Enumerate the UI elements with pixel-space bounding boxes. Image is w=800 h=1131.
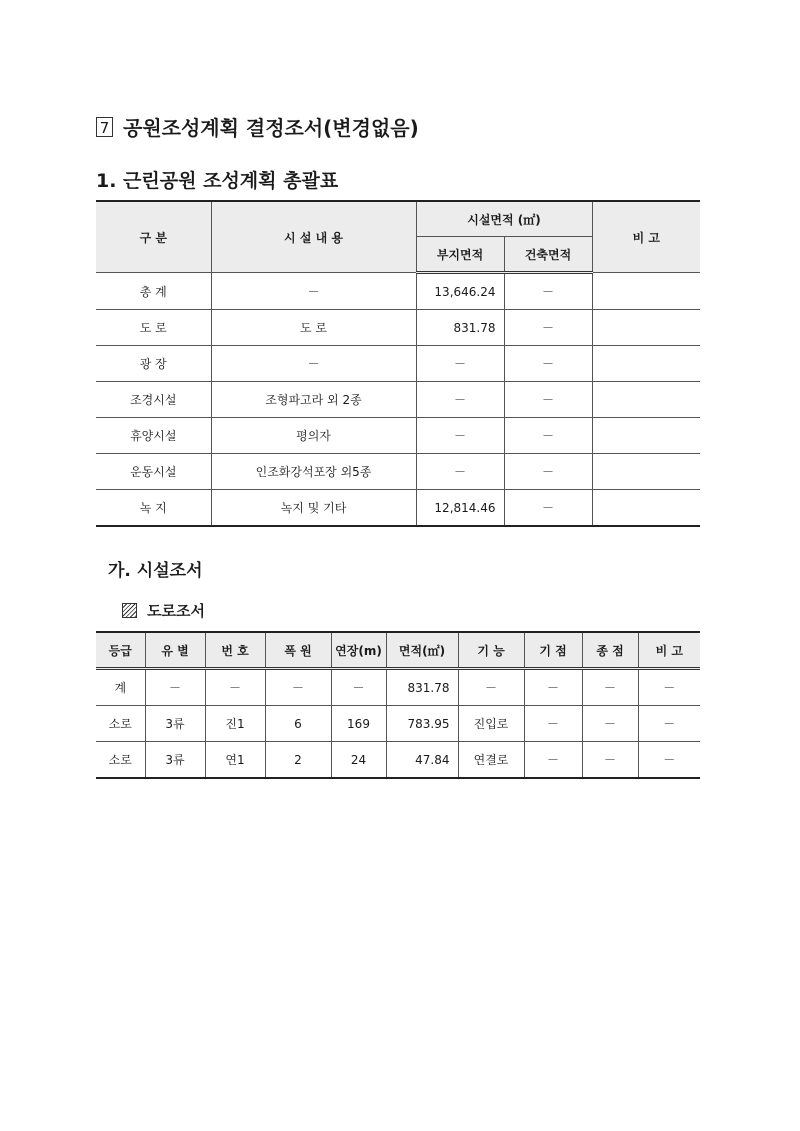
category-cell: 조경시설 (96, 382, 211, 418)
road-cell: － (145, 669, 205, 706)
site-area-cell: － (416, 418, 504, 454)
building-area-cell: － (504, 454, 592, 490)
road-cell: 2 (265, 742, 331, 779)
road-header-cell: 등급 (96, 632, 145, 669)
table-row (96, 669, 700, 706)
remarks-cell (592, 273, 700, 310)
site-area-cell: 831.78 (416, 310, 504, 346)
road-header-cell: 면적(㎡) (386, 632, 458, 669)
table-row (96, 418, 700, 454)
site-area-cell: 12,814.46 (416, 490, 504, 527)
content-cell: 도 로 (211, 310, 416, 346)
road-header-cell: 번 호 (205, 632, 265, 669)
header-content: 시 설 내 용 (211, 201, 416, 273)
road-cell: 783.95 (386, 706, 458, 742)
building-area-cell: － (504, 382, 592, 418)
main-title-text: 공원조성계획 결정조서(변경없음) (123, 116, 419, 140)
building-area-cell: － (504, 490, 592, 527)
summary-table (96, 200, 700, 527)
road-cell: 831.78 (386, 669, 458, 706)
road-cell: 169 (331, 706, 386, 742)
content-cell: 평의자 (211, 418, 416, 454)
road-cell: 진1 (205, 706, 265, 742)
road-cell: 연결로 (458, 742, 524, 779)
road-cell: 6 (265, 706, 331, 742)
road-header-cell: 연장(m) (331, 632, 386, 669)
table-row (96, 454, 700, 490)
header-site-area: 부지면적 (416, 237, 504, 273)
header-building-area: 건축면적 (504, 237, 592, 273)
road-cell: 24 (331, 742, 386, 779)
building-area-cell: － (504, 418, 592, 454)
road-cell: － (265, 669, 331, 706)
remarks-cell (592, 490, 700, 527)
main-title (96, 112, 419, 141)
building-area-cell: － (504, 346, 592, 382)
section1-title: 1. 근린공원 조성계획 총괄표 (96, 170, 339, 192)
road-cell: 47.84 (386, 742, 458, 779)
table-row (96, 382, 700, 418)
table-row (96, 346, 700, 382)
road-cell: － (524, 742, 582, 779)
road-cell: － (582, 706, 638, 742)
road-table (96, 631, 700, 779)
title-number-box: 7 (96, 117, 113, 137)
site-area-cell: 13,646.24 (416, 273, 504, 310)
road-cell: － (524, 706, 582, 742)
table-row (96, 310, 700, 346)
road-cell: － (205, 669, 265, 706)
road-cell: 소로 (96, 742, 145, 779)
content-cell: 인조화강석포장 외5종 (211, 454, 416, 490)
table-row (96, 706, 700, 742)
header-category: 구 분 (96, 201, 211, 273)
site-area-cell: － (416, 454, 504, 490)
site-area-cell: － (416, 346, 504, 382)
remarks-cell (592, 418, 700, 454)
road-header-cell: 유 별 (145, 632, 205, 669)
hatched-square-icon (122, 603, 137, 618)
road-cell: 3류 (145, 742, 205, 779)
header-area: 시설면적 (㎡) (416, 201, 592, 237)
road-cell: － (582, 669, 638, 706)
remarks-cell (592, 310, 700, 346)
road-cell: － (638, 742, 700, 779)
content-cell: 조형파고라 외 2종 (211, 382, 416, 418)
table-row (96, 490, 700, 527)
table-row (96, 273, 700, 310)
table-row (96, 742, 700, 779)
content-cell: － (211, 273, 416, 310)
road-header-cell: 종 점 (582, 632, 638, 669)
road-cell: － (582, 742, 638, 779)
category-cell: 총 계 (96, 273, 211, 310)
category-cell: 광 장 (96, 346, 211, 382)
road-cell: － (524, 669, 582, 706)
category-cell: 도 로 (96, 310, 211, 346)
road-cell: － (458, 669, 524, 706)
subsection-title: 가. 시설조서 (108, 561, 203, 581)
road-cell: 진입로 (458, 706, 524, 742)
road-cell: 소로 (96, 706, 145, 742)
road-header-row (96, 632, 700, 669)
road-cell: 연1 (205, 742, 265, 779)
road-cell: － (331, 669, 386, 706)
content-cell: － (211, 346, 416, 382)
category-cell: 휴양시설 (96, 418, 211, 454)
building-area-cell: － (504, 310, 592, 346)
road-title (122, 600, 205, 621)
road-cell: － (638, 706, 700, 742)
remarks-cell (592, 454, 700, 490)
road-cell: － (638, 669, 700, 706)
road-cell: 3류 (145, 706, 205, 742)
road-header-cell: 비 고 (638, 632, 700, 669)
summary-header-row (96, 201, 700, 237)
remarks-cell (592, 346, 700, 382)
road-header-cell: 기 점 (524, 632, 582, 669)
building-area-cell: － (504, 273, 592, 310)
header-remarks: 비 고 (592, 201, 700, 273)
site-area-cell: － (416, 382, 504, 418)
remarks-cell (592, 382, 700, 418)
road-title-text: 도로조서 (147, 602, 205, 620)
category-cell: 운동시설 (96, 454, 211, 490)
category-cell: 녹 지 (96, 490, 211, 527)
road-cell: 계 (96, 669, 145, 706)
road-header-cell: 기 능 (458, 632, 524, 669)
content-cell: 녹지 및 기타 (211, 490, 416, 527)
road-header-cell: 폭 원 (265, 632, 331, 669)
